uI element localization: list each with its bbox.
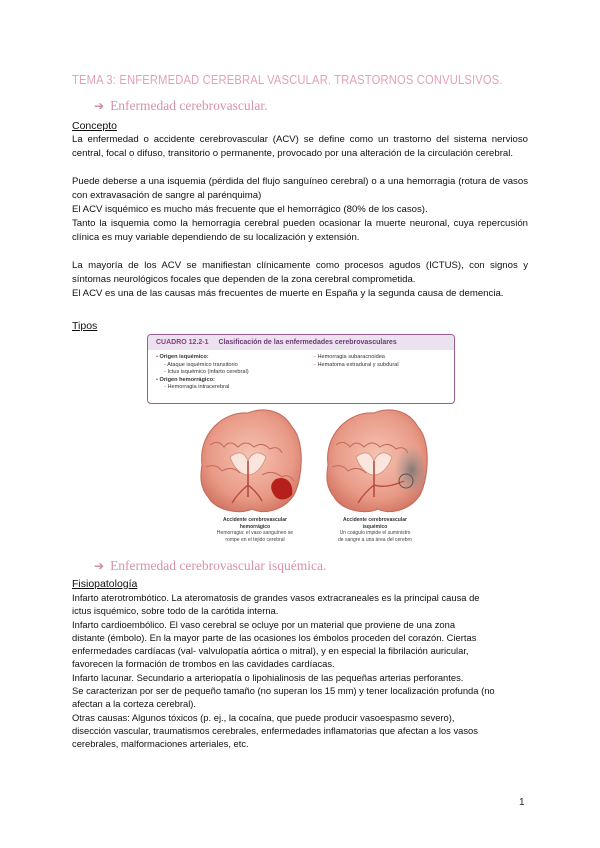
caption-text: de sangre a una área del cerebro [338,536,412,543]
caption-text: Hemorragia: el vaso sanguíneo se [216,530,294,537]
caption-text: Un coágulo impide el suministro [339,530,411,537]
brain-caption-ischemic [320,517,430,543]
table-caption: Clasificación de las enfermedades cerebrovasculares [218,339,397,346]
label-hemorrhagic: Origen hemorrágico: [159,376,215,383]
brain-illustration [190,405,440,523]
section-heading-text: Enfermedad cerebrovascular isquémica. [110,558,327,573]
caption-title: Accidente cerebrovascular [223,517,287,523]
text-line: ictus isquémico, sobre todo de la carótida interna. [72,605,279,617]
paragraph: La enfermedad o accidente cerebrovascular (ACV) se define como un trastorno del sistema nervioso central, focal o difuso, transitorio o permanente, provocado por una alteración de la circulación cerebral. [72,134,528,159]
subheading-tipos: Tipos [72,320,98,332]
text-line: Infarto lacunar. Secundario a arteriopatía o lipohialinosis de las pequeñas arterias perforantes. [72,671,464,683]
text-line: enfermedades cardíacas (val- valvulopatía aórtica o mitral), y en especial la fibrilación auricular, [72,645,469,657]
text-line: cerebrales, malformaciones arteriales, etc. [72,738,249,750]
page-number: 1 [519,797,525,808]
fisiopatologia-block [72,591,528,751]
paragraph: Puede deberse a una isquemia (pérdida del flujo sanguíneo cerebral) o a una hemorragia (rotura de vasos con extravasación de sangre al parénquima) [72,176,528,201]
concepto-block [72,133,528,301]
section-heading-text: Enfermedad cerebrovascular. [110,98,268,113]
hemorrhagic-brain [201,410,301,512]
list-item: Ataque isquémico transitorio [167,361,238,368]
paragraph: Tanto la isquemia como la hemorragia cerebral pueden ocasionar la muerte neuronal, cuya repercusión clínica es muy variable dependiendo de su localización y extensión. [72,218,528,243]
caption-title: isquémico [362,523,388,530]
page-title: TEMA 3: ENFERMEDAD CEREBRAL VASCULAR. TRASTORNOS CONVULSIVOS. [72,72,503,87]
paragraph: El ACV isquémico es mucho más frecuente que el hemorrágico (80% de los casos). [72,204,428,215]
table-code: CUADRO 12.2-1 [156,339,209,346]
subheading-fisiopatologia: Fisiopatología [72,578,138,590]
caption-title: hemorrágico [239,523,271,530]
text-line: favorecen la formación de trombos en las cavidades cardíacas. [72,658,335,670]
arrow-icon: ➔ [94,559,105,573]
list-item: Hematoma extradural y subdural [317,361,399,368]
text-line: distante (émbolo). En la mayor parte de las ocasiones los émbolos proceden del corazón. Ciertas [72,631,477,643]
section-heading-isquemica [94,558,326,574]
text-line: Otras causas: Algunos tóxicos (p. ej., la cocaína, que puede producir vasoespasmo severo), [72,711,455,723]
text-line: Infarto cardioembólico. El vaso cerebral se ocluye por un material que proviene de una zona [72,618,456,630]
paragraph: El ACV es una de las causas más frecuentes de muerte en España y la segunda causa de demencia. [72,288,504,299]
ischemic-brain [327,410,427,512]
caption-title: Accidente cerebrovascular [343,517,407,523]
label-ischemic: Origen isquémico: [159,354,209,360]
caption-text: rompe en el tejido cerebral [225,536,285,543]
table-header [148,335,454,350]
classification-table [147,334,455,404]
table-left-column: • Origen isquémico: - Ataque isquémico transitorio - Ictus isquémico (infarto cerebral) • Origen hemorrágico: - Hemorragia intracerebral [156,354,249,391]
text-line: Infarto aterotrombótico. La ateromatosis de grandes vasos extracraneales es la principal causa de [72,592,480,603]
text-line: afectan a la corteza cerebral). [72,698,197,710]
text-line: Se caracterizan por ser de pequeño tamaño (no superan los 15 mm) y tener localización profunda (no [72,685,495,697]
list-item: Ictus isquémico (infarto cerebral) [167,369,249,376]
paragraph: La mayoría de los ACV se manifiestan clínicamente como procesos agudos (ICTUS), con signos y síntomas neurológicos focales que dependen de la zona cerebral comprometida. [72,260,528,285]
subheading-concepto: Concepto [72,120,117,132]
list-item: Hemorragia subaracnoidea [317,354,385,360]
arrow-icon: ➔ [94,99,105,113]
table-right-column: - Hemorragia subaracnoidea - Hematoma extradural y subdural [314,354,399,368]
brain-caption-hemorrhagic [200,517,310,543]
list-item: Hemorragia intracerebral [167,384,230,391]
text-line: disección vascular, traumatismos cerebrales, enfermedades inflamatorias que afectan a los vasos [72,724,478,736]
section-heading-cerebrovascular [94,98,267,114]
